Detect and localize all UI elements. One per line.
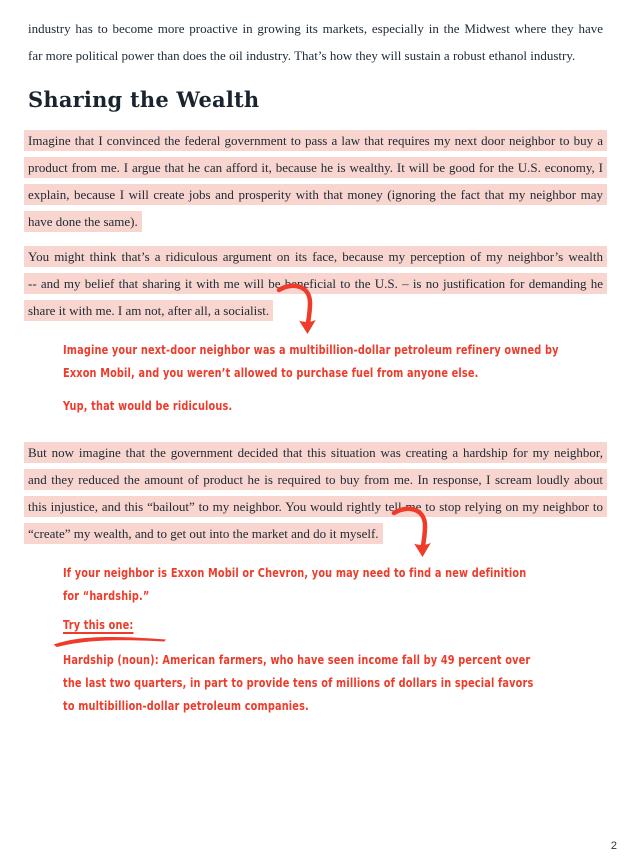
annotation-line: If your neighbor is Exxon Mobil or Chevron, you may need to find a new definition — [63, 565, 527, 580]
annotation-line: for “hardship.” — [63, 588, 150, 603]
text-line — [28, 181, 603, 208]
annotation-line: Imagine your next-door neighbor was a multibillion-dollar petroleum refinery owned by — [63, 342, 559, 357]
brush-underline-icon — [52, 634, 169, 647]
text-line: industry has to become more proactive in growing its markets, especially in the Midwest where they have — [28, 21, 603, 36]
highlighted-text: product from me. I argue that he can afford it, because he is wealthy. It will be good for the U.S. economy, I — [24, 157, 607, 178]
annotation-note — [63, 561, 527, 607]
text-line — [28, 243, 603, 270]
highlighted-text: “create” my wealth, and to get out into the market and do it myself. — [24, 523, 383, 544]
annotation-note — [63, 394, 484, 417]
annotation-line: Yup, that would be ridiculous. — [63, 398, 233, 413]
intro-paragraph — [28, 15, 603, 69]
highlighted-text: this injustice, and this “bailout” to my neighbor. You would rightly tell me to stop relying on my neighbor to — [24, 496, 607, 517]
annotation-try-label — [63, 613, 484, 636]
text-line — [28, 127, 603, 154]
highlighted-text: have done the same). — [24, 211, 142, 232]
curved-down-arrow-icon — [391, 503, 433, 559]
annotation-line: Try this one: — [63, 617, 134, 632]
text-line — [28, 520, 603, 547]
annotation-line: Hardship (noun): American farmers, who have seen income fall by 49 percent over — [63, 652, 531, 667]
text-line — [28, 208, 603, 235]
highlighted-text: -- and my belief that sharing it with me will be beneficial to the U.S. – is no justification for demanding he — [24, 273, 607, 294]
text-line — [28, 439, 603, 466]
annotation-line: to multibillion-dollar petroleum companies. — [63, 698, 309, 713]
highlighted-paragraph — [28, 127, 603, 235]
annotation-line: the last two quarters, in part to provide tens of millions of dollars in special favors — [63, 675, 534, 690]
page-number: 2 — [610, 840, 617, 852]
highlighted-text: But now imagine that the government decided that this situation was creating a hardship for my neighbor, — [24, 442, 607, 463]
highlighted-paragraph — [28, 439, 603, 547]
text-line — [28, 154, 603, 181]
annotation-note — [63, 338, 559, 384]
highlighted-text: explain, because I will create jobs and prosperity with that money (ignoring the fact that my neighbor may — [24, 184, 607, 205]
section-heading: Sharing the Wealth — [28, 87, 260, 112]
text-line — [28, 466, 603, 493]
annotation-note — [63, 648, 534, 717]
highlighted-text: and they reduced the amount of product he is required to buy from me. In response, I scream loudly about — [24, 469, 607, 490]
curved-down-arrow-icon — [276, 281, 318, 335]
highlighted-text: Imagine that I convinced the federal government to pass a law that requires my next door neighbor to buy a — [24, 130, 607, 151]
text-line: far more political power than does the oil industry. That’s how they will sustain a robust ethanol industry. — [28, 48, 576, 63]
text-line — [28, 493, 603, 520]
highlighted-text: You might think that’s a ridiculous argument on its face, because my perception of my neighbor’s wealth — [24, 246, 607, 267]
highlighted-text: share it with me. I am not, after all, a socialist. — [24, 300, 273, 321]
annotation-line: Exxon Mobil, and you weren’t allowed to purchase fuel from anyone else. — [63, 365, 479, 380]
